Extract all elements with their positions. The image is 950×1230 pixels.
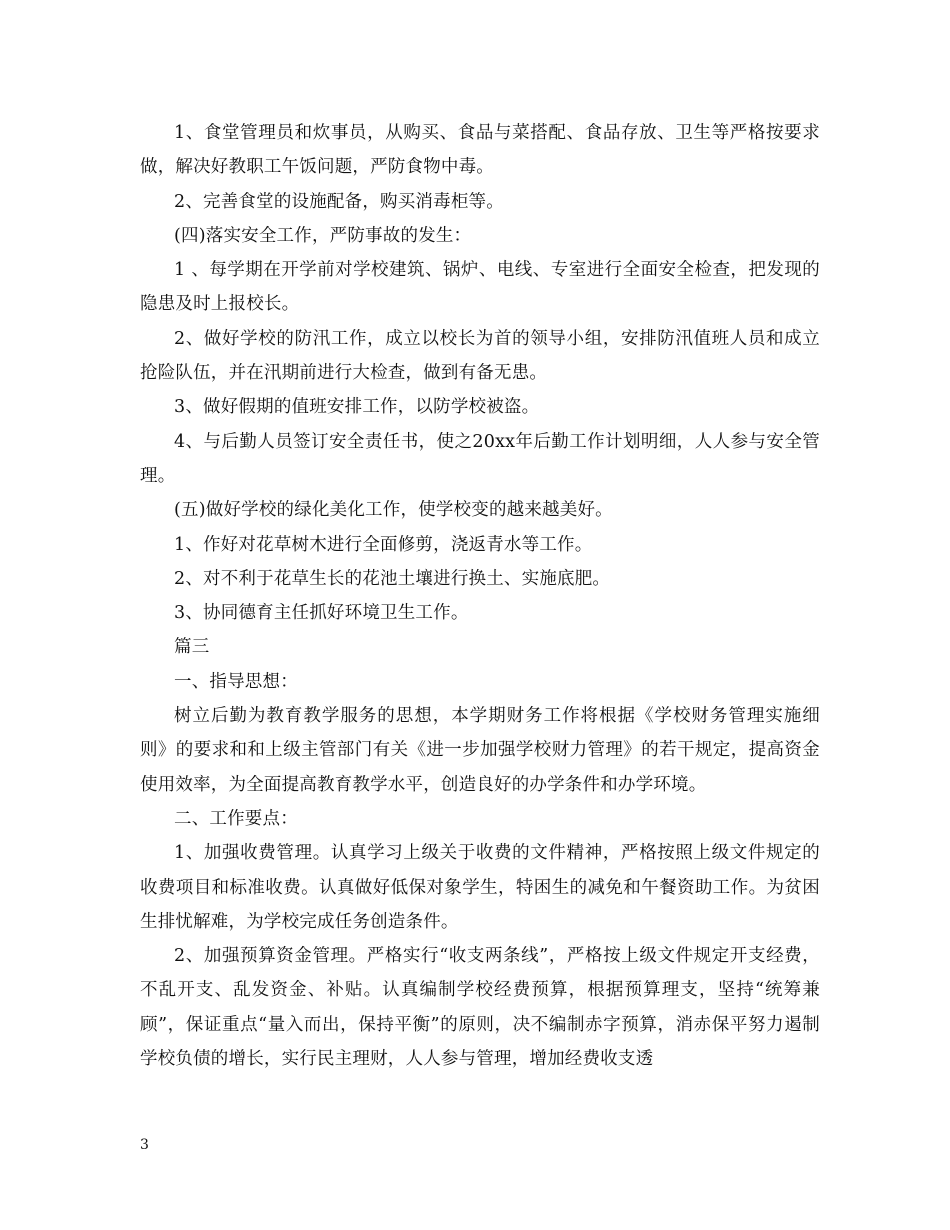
paragraph-fee-management: 1、加强收费管理。认真学习上级关于收费的文件精神，严格按照上级文件规定的收费项目和标准收费。认真做好低保对象学生，特困生的减免和午餐资助工作。为贫困生排忧解难，为学校完成任务创造条件。	[140, 843, 820, 932]
paragraph-holiday-duty: 3、做好假期的值班安排工作，以防学校被盗。	[174, 397, 540, 418]
paragraph-guiding-ideology: 树立后勤为教育教学服务的思想，本学期财务工作将根据《学校财务管理实施细则》的要求和和上级主管部门有关《进一步加强学校财力管理》的若干规定，提高资金使用效率，为全面提高教育教学水平，创造良好的办学条件和办学环境。	[140, 706, 820, 795]
paragraph-budget-management: 2、加强预算资金管理。严格实行“收支两条线”，严格按上级文件规定开支经费，不乱开支、乱发资金、补贴。认真编制学校经费预算，根据预算理支，坚持“统筹兼顾”，保证重点“量入而出，保持平衡”的原则，决不编制赤字预算，消赤保平努力遏制学校负债的增长，实行民主理财，人人参与管理，增加经费收支透	[140, 946, 820, 1070]
document-body	[140, 116, 820, 1076]
paragraph-canteen-facilities: 2、完善食堂的设施配备，购买消毒柜等。	[174, 191, 504, 212]
section-heading-guiding-ideology: 一、指导思想：	[174, 671, 298, 692]
section-heading-greening: (五)做好学校的绿化美化工作，使学校变的越来越美好。	[174, 500, 613, 521]
paragraph-pruning: 1、作好对花草树木进行全面修剪，浇返青水等工作。	[174, 534, 593, 555]
paragraph-environment-hygiene: 3、协同德育主任抓好环境卫生工作。	[174, 603, 469, 624]
page-number: 3	[140, 1137, 149, 1153]
paragraph-canteen-staff: 1、食堂管理员和炊事员，从购买、食品与菜搭配、食品存放、卫生等严格按要求做，解决好教职工午饭问题，严防食物中毒。	[140, 123, 820, 178]
section-heading-safety: (四)落实安全工作，严防事故的发生：	[174, 225, 472, 246]
paragraph-flood-prevention: 2、做好学校的防汛工作，成立以校长为首的领导小组，安排防汛值班人员和成立抢险队伍，并在汛期前进行大检查，做到有备无患。	[140, 328, 820, 384]
chapter-heading: 篇三	[174, 637, 210, 658]
paragraph-safety-inspection: 1 、每学期在开学前对学校建筑、锅炉、电线、专室进行全面安全检查，把发现的隐患及时上报校长。	[140, 260, 820, 315]
section-heading-work-points: 二、工作要点：	[174, 808, 298, 829]
paragraph-safety-responsibility: 4、与后勤人员签订安全责任书，使之20xx年后勤工作计划明细，人人参与安全管理。	[140, 431, 820, 486]
paragraph-soil-replacement: 2、对不利于花草生长的花池土壤进行换土、实施底肥。	[174, 568, 611, 589]
